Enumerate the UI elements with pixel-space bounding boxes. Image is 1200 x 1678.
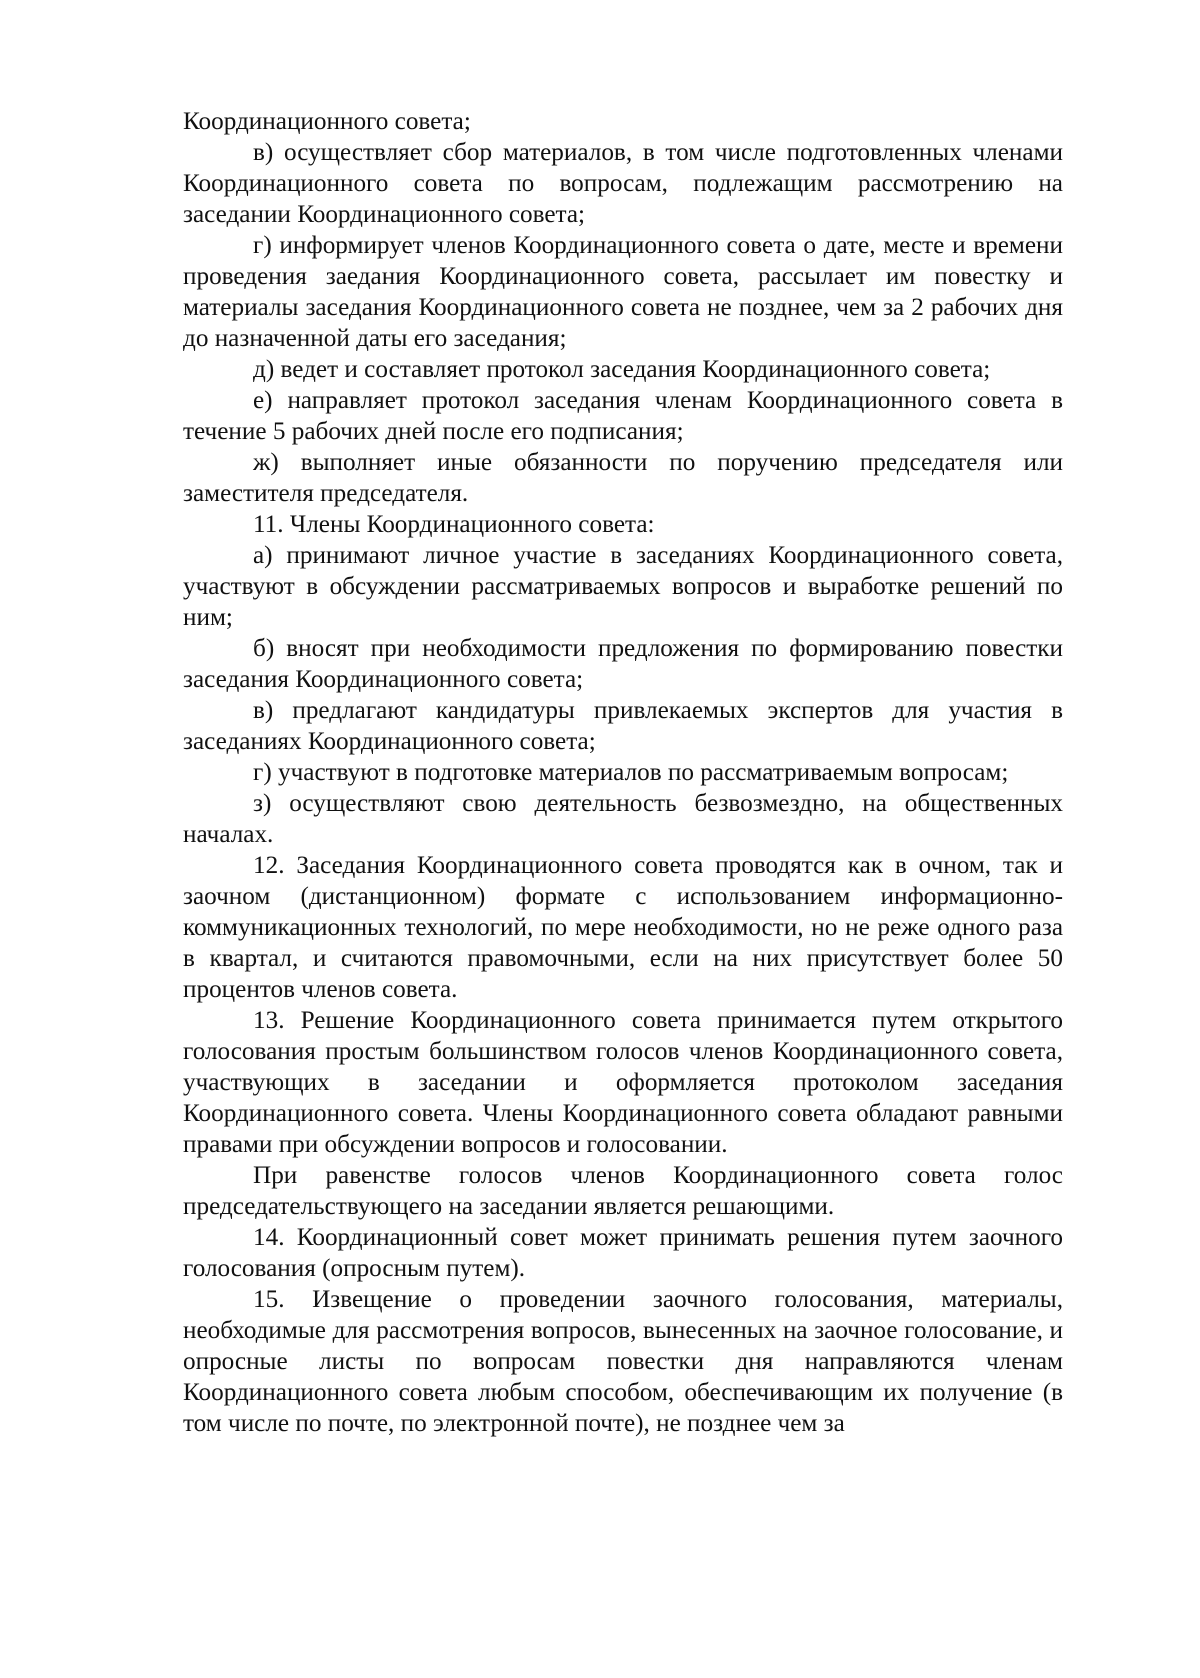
paragraph-continuation: Координационного совета;	[183, 108, 471, 135]
document-body	[183, 106, 1063, 1439]
paragraph-item-a-personal-participation: а) принимают личное участие в заседаниях Координационного совета, участвуют в обсуждении рассматриваемых вопросов и выработке решений по ним;	[183, 542, 1063, 631]
paragraph-tie-vote: При равенстве голосов членов Координационного совета голос председательствующего на заседании является решающими.	[183, 1162, 1063, 1220]
paragraph-item-g-inform-members: г) информирует членов Координационного совета о дате, месте и времени проведения заедания Координационного совета, рассылает им повестку и материалы заседания Координационного совета не позднее, чем за 2 рабочих дня до назначенной даты его заседания;	[183, 232, 1063, 352]
paragraph-item-v-collect-materials: в) осуществляет сбор материалов, в том числе подготовленных членами Координационного совета по вопросам, подлежащим рассмотрению на заседании Координационного совета;	[183, 139, 1063, 228]
paragraph-item-v-expert-candidates: в) предлагают кандидатуры привлекаемых экспертов для участия в заседаниях Координационного совета;	[183, 697, 1063, 755]
paragraph-section-11-heading: 11. Члены Координационного совета:	[253, 511, 655, 538]
paragraph-section-15-notice: 15. Извещение о проведении заочного голосования, материалы, необходимые для рассмотрения вопросов, вынесенных на заочное голосование, и опросные листы по вопросам повестки дня направляются членам Координационного совета любым способом, обеспечивающим их получение (в том числе по почте, по электронной почте), не позднее чем за	[183, 1286, 1063, 1437]
paragraph-item-zh-other-duties: ж) выполняет иные обязанности по поручению председателя или заместителя председателя.	[183, 449, 1063, 507]
paragraph-item-e-send-minutes: е) направляет протокол заседания членам Координационного совета в течение 5 рабочих дней после его подписания;	[183, 387, 1063, 445]
paragraph-item-g-prepare-materials: г) участвуют в подготовке материалов по рассматриваемым вопросам;	[253, 759, 1009, 786]
paragraph-section-12-meetings: 12. Заседания Координационного совета проводятся как в очном, так и заочном (дистанционном) формате с использованием информационно-коммуникационных технологий, по мере необходимости, но не реже одного раза в квартал, и считаются правомочными, если на них присутствует более 50 процентов членов совета.	[183, 852, 1063, 1003]
paragraph-item-z-voluntary-basis: з) осуществляют свою деятельность безвозмездно, на общественных началах.	[183, 790, 1063, 848]
paragraph-section-13-decisions: 13. Решение Координационного совета принимается путем открытого голосования простым большинством голосов членов Координационного совета, участвующих в заседании и оформляется протоколом заседания Координационного совета. Члены Координационного совета обладают равными правами при обсуждении вопросов и голосовании.	[183, 1007, 1063, 1158]
paragraph-item-d-keep-minutes: д) ведет и составляет протокол заседания Координационного совета;	[253, 356, 991, 383]
paragraph-item-b-agenda-proposals: б) вносят при необходимости предложения по формированию повестки заседания Координационного совета;	[183, 635, 1063, 693]
paragraph-section-14-absentee-voting: 14. Координационный совет может принимать решения путем заочного голосования (опросным путем).	[183, 1224, 1063, 1282]
